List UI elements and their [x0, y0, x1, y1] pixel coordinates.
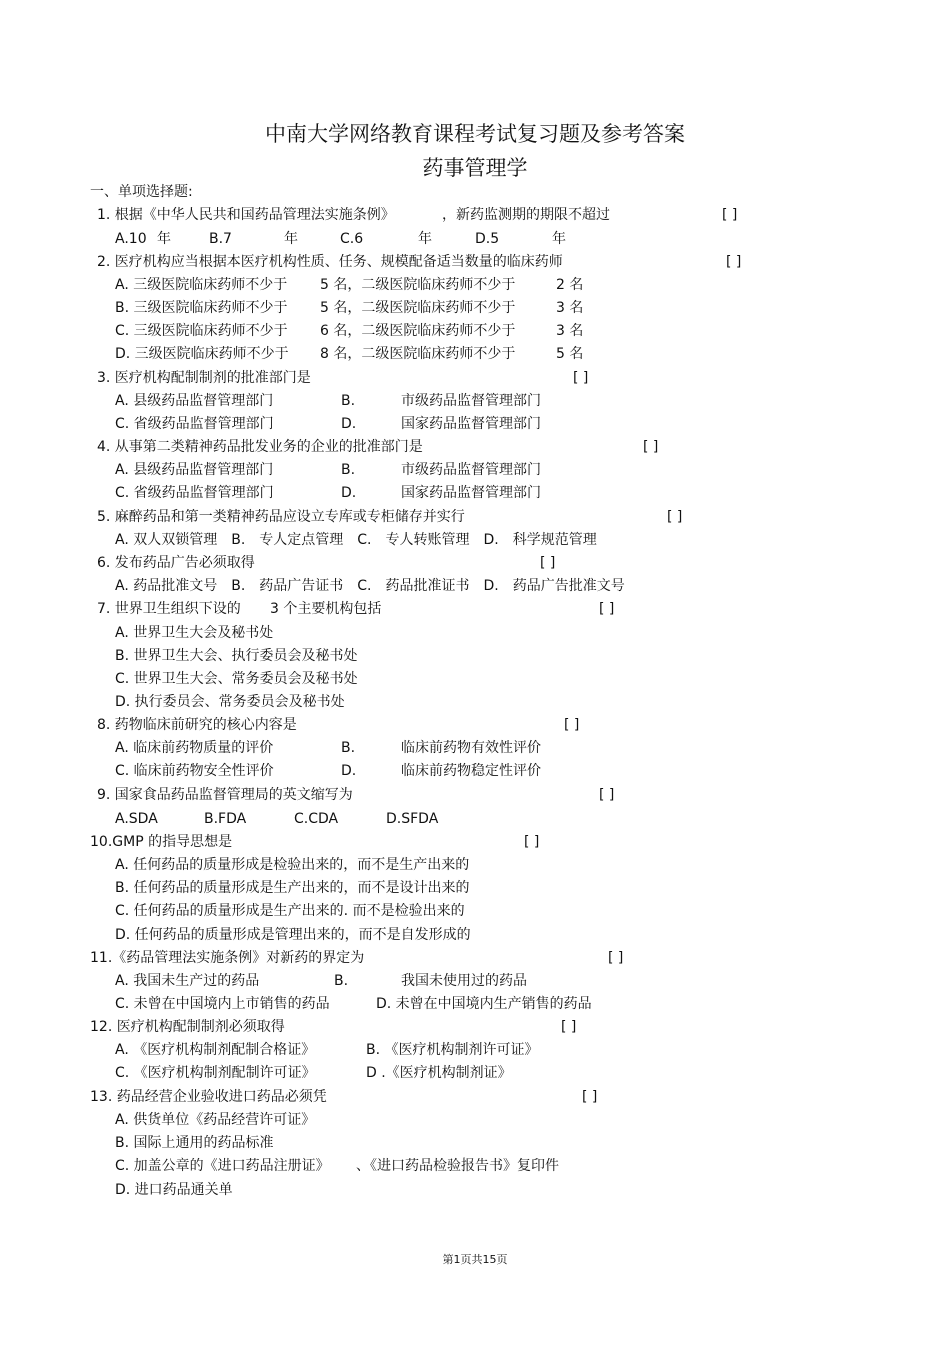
option-c-end: 3 名 [556, 323, 584, 339]
option-c-unit: 年 [418, 231, 432, 247]
option-c-cont: 、《进口药品检验报告书》复印件 [356, 1158, 559, 1174]
question-11-stem: 11.《药品管理法实施条例》对新药的界定为 [90, 950, 365, 966]
option-b: 临床前药物有效性评价 [401, 740, 541, 756]
question-9-stem: 9. 国家食品药品监督管理局的英文缩写为 [97, 787, 353, 803]
question-7-stem: 7. 世界卫生组织下设的 [97, 601, 241, 617]
option-c: C.CDA [294, 811, 339, 827]
document-subtitle: 药事管理学 [422, 156, 528, 180]
question-7-stem-cont: 3 个主要机构包括 [270, 601, 382, 617]
question-3-stem: 3. 医疗机构配制制剂的批准部门是 [97, 370, 311, 386]
option-d: 国家药品监督管理部门 [401, 416, 541, 432]
option-a-end: 2 名 [556, 277, 584, 293]
option-b-end: 3 名 [556, 300, 584, 316]
option-a: A. 三级医院临床药师不少于 [115, 277, 288, 293]
option-a: A. 世界卫生大会及秘书处 [115, 625, 274, 641]
option-a-unit: 年 [157, 231, 171, 247]
option-a: A. 我国未生产过的药品 [115, 973, 260, 989]
option-c: C. 省级药品监督管理部门 [115, 485, 274, 501]
option-c-cont: 6 名，二级医院临床药师不少于 [320, 323, 516, 339]
option-a: A. 临床前药物质量的评价 [115, 740, 274, 756]
option-c: C. 任何药品的质量形成是生产出来的. 而不是检验出来的 [115, 903, 465, 919]
answer-bracket: [ ] [667, 509, 683, 525]
question-12-stem: 12. 医疗机构配制制剂必须取得 [90, 1019, 285, 1035]
option-b-letter: B. [341, 462, 356, 478]
answer-bracket: [ ] [643, 439, 659, 455]
option-b: 市级药品监督管理部门 [401, 462, 541, 478]
option-d: 临床前药物稳定性评价 [401, 763, 541, 779]
option-b: B. 《医疗机构制剂许可证》 [366, 1042, 539, 1058]
option-c: C. 省级药品监督管理部门 [115, 416, 274, 432]
option-a: A. 供货单位《药品经营许可证》 [115, 1112, 316, 1128]
option-d: D. 三级医院临床药师不少于 [115, 346, 289, 362]
option-b: B. 任何药品的质量形成是生产出来的，而不是设计出来的 [115, 880, 470, 896]
option-b: B. 三级医院临床药师不少于 [115, 300, 288, 316]
option-b: B. 国际上通用的药品标准 [115, 1135, 274, 1151]
answer-bracket: [ ] [524, 834, 540, 850]
option-b-letter: B. [341, 740, 356, 756]
question-8-stem: 8. 药物临床前研究的核心内容是 [97, 717, 297, 733]
question-2-stem: 2. 医疗机构应当根据本医疗机构性质、任务、规模配备适当数量的临床药师 [97, 254, 563, 270]
answer-bracket: [ ] [722, 207, 738, 223]
option-d: D. 未曾在中国境内生产销售的药品 [376, 996, 592, 1012]
option-b: B.FDA [204, 811, 247, 827]
question-6-stem: 6. 发布药品广告必须取得 [97, 555, 255, 571]
option-b-cont: 5 名，二级医院临床药师不少于 [320, 300, 516, 316]
option-d: D .《医疗机构制剂证》 [366, 1065, 512, 1081]
answer-bracket: [ ] [540, 555, 556, 571]
option-b-unit: 年 [284, 231, 298, 247]
option-d: D. 进口药品通关单 [115, 1182, 233, 1198]
option-d-unit: 年 [552, 231, 566, 247]
option-c: C. 世界卫生大会、常务委员会及秘书处 [115, 671, 358, 687]
question-13-stem: 13. 药品经营企业验收进口药品必须凭 [90, 1089, 327, 1105]
option-a: A.SDA [115, 811, 158, 827]
option-d: D.5 [475, 231, 500, 247]
answer-bracket: [ ] [726, 254, 742, 270]
option-d-letter: D. [341, 485, 357, 501]
option-d-cont: 8 名，二级医院临床药师不少于 [320, 346, 516, 362]
option-d: D.SFDA [386, 811, 439, 827]
question-10-stem: 10.GMP 的指导思想是 [90, 834, 233, 850]
option-b: B. 世界卫生大会、执行委员会及秘书处 [115, 648, 358, 664]
answer-bracket: [ ] [561, 1019, 577, 1035]
option-d-letter: D. [341, 763, 357, 779]
option-b: B.7 [209, 231, 232, 247]
option-d-end: 5 名 [556, 346, 584, 362]
option-d: D. 执行委员会、常务委员会及秘书处 [115, 694, 345, 710]
option-b-letter: B. [341, 393, 356, 409]
options-row: A. 药品批准文号 B. 药品广告证书 C. 药品批准证书 D. 药品广告批准文号 [115, 578, 625, 594]
option-d: D. 任何药品的质量形成是管理出来的，而不是自发形成的 [115, 927, 471, 943]
option-a-cont: 5 名，二级医院临床药师不少于 [320, 277, 516, 293]
answer-bracket: [ ] [599, 787, 615, 803]
option-c: C.6 [340, 231, 364, 247]
answer-bracket: [ ] [564, 717, 580, 733]
page-number: 第1页共15页 [442, 1253, 508, 1266]
option-a: A.10 [115, 231, 147, 247]
option-c: C. 三级医院临床药师不少于 [115, 323, 288, 339]
question-5-stem: 5. 麻醉药品和第一类精神药品应设立专库或专柜储存并实行 [97, 509, 465, 525]
option-a: A. 《医疗机构制剂配制合格证》 [115, 1042, 316, 1058]
option-d-letter: D. [341, 416, 357, 432]
option-d: 国家药品监督管理部门 [401, 485, 541, 501]
option-c: C. 加盖公章的《进口药品注册证》 [115, 1158, 330, 1174]
option-a: A. 县级药品监督管理部门 [115, 393, 274, 409]
option-b-letter: B. [334, 973, 349, 989]
option-c: C. 《医疗机构制剂配制许可证》 [115, 1065, 316, 1081]
answer-bracket: [ ] [573, 370, 589, 386]
answer-bracket: [ ] [608, 950, 624, 966]
question-1-stem: 1. 根据《中华人民共和国药品管理法实施条例》 [97, 207, 395, 223]
option-c: C. 未曾在中国境内上市销售的药品 [115, 996, 330, 1012]
answer-bracket: [ ] [599, 601, 615, 617]
question-4-stem: 4. 从事第二类精神药品批发业务的企业的批准部门是 [97, 439, 423, 455]
document-title: 中南大学网络教育课程考试复习题及参考答案 [265, 122, 685, 146]
option-c: C. 临床前药物安全性评价 [115, 763, 274, 779]
question-1-stem-cont: ，新药监测期的期限不超过 [442, 207, 610, 223]
option-b: 我国未使用过的药品 [401, 973, 527, 989]
option-a: A. 任何药品的质量形成是检验出来的，而不是生产出来的 [115, 857, 470, 873]
answer-bracket: [ ] [582, 1089, 598, 1105]
option-b: 市级药品监督管理部门 [401, 393, 541, 409]
section-heading: 一、单项选择题: [90, 184, 193, 200]
option-a: A. 县级药品监督管理部门 [115, 462, 274, 478]
options-row: A. 双人双锁管理 B. 专人定点管理 C. 专人转账管理 D. 科学规范管理 [115, 532, 597, 548]
